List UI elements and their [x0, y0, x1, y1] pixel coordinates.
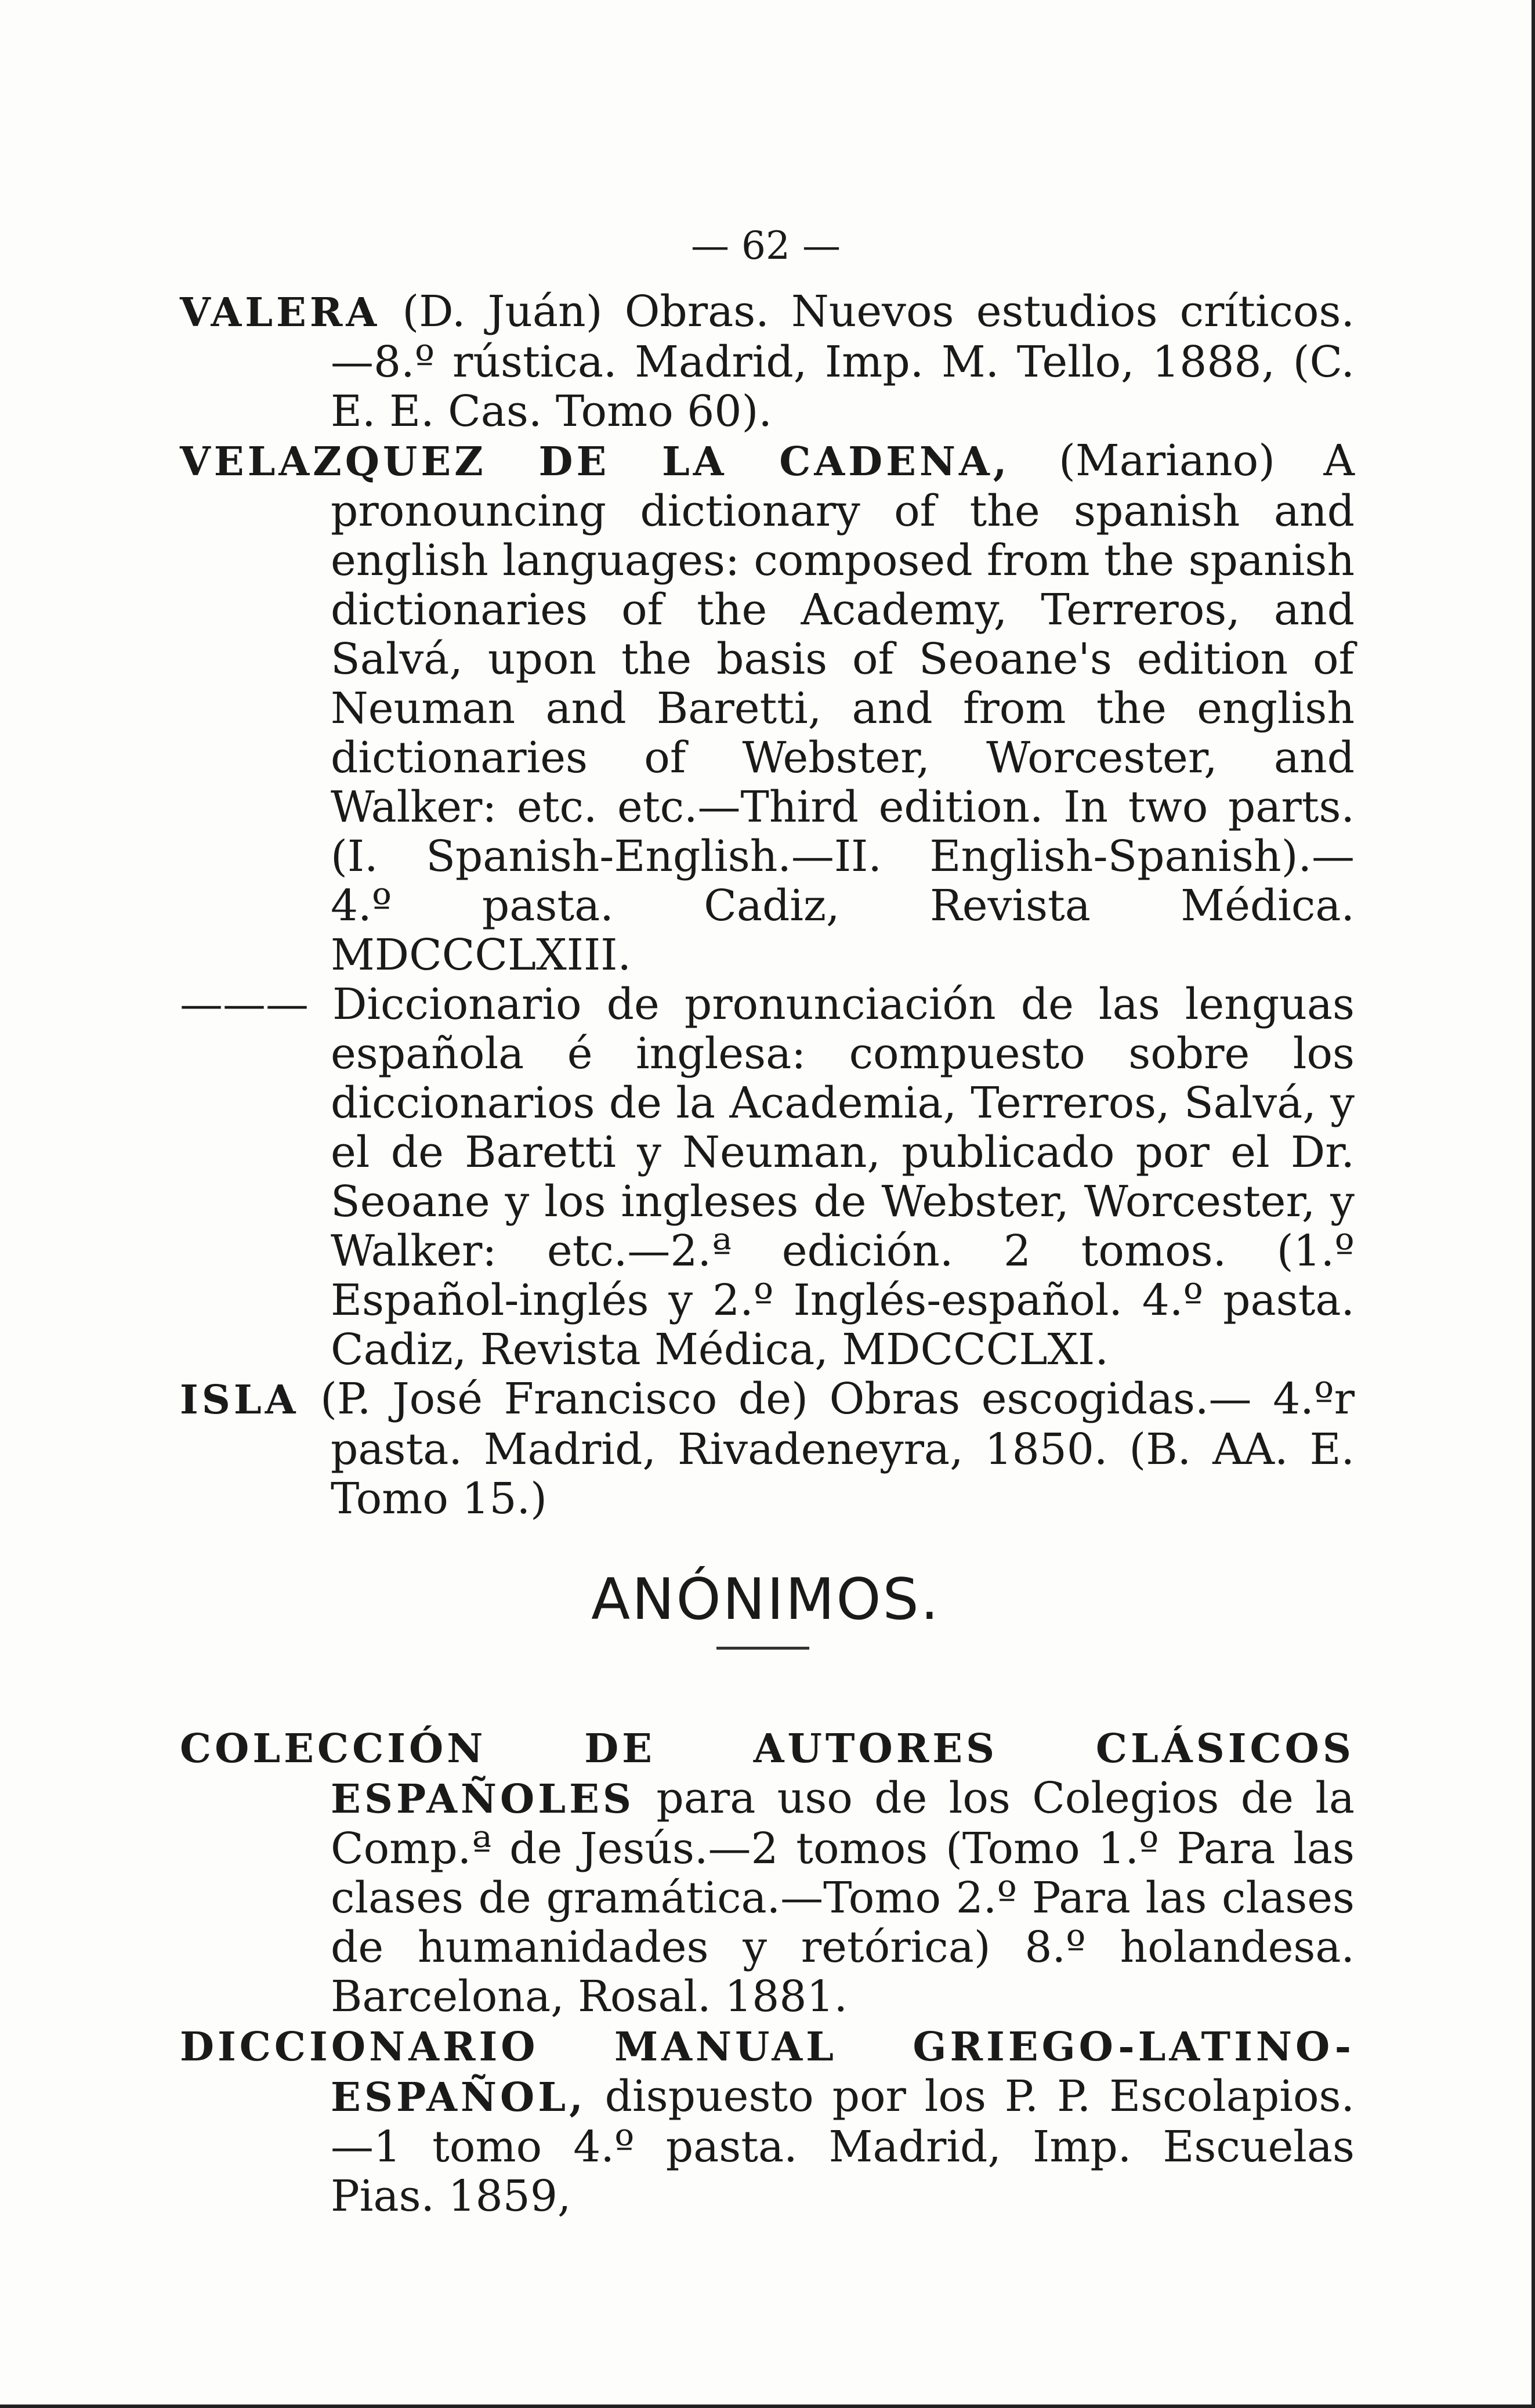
entry-head: DICCIONARIO MANUAL GRIEGO-LATINO-ESPAÑOL, [180, 2024, 1355, 2121]
entry-head: ISLA [180, 1377, 299, 1423]
entries-authors [180, 287, 1355, 1524]
entry-head: COLECCIÓN DE AUTORES CLÁSICOS ESPAÑOLES [180, 1726, 1355, 1823]
entry-text: (Mariano) A pronouncing dictionary of the spanish and english languages: composed from the spanish dictionaries of the Academy, Terreros, and Salvá, upon the basis of Seoane's edition of Neuman and Baretti, and from the english dictionaries of Webster, Worcester, and Walker: etc. etc.—Third edition. In two parts. (I. Spanish-English.—II. English-Spanish).— 4.º pasta. Cadiz, Revista Médica. MDCCCLXIII. [331, 436, 1355, 980]
entry-text: para uso de los Colegios de la Comp.ª de Jesús.—2 tomos (Tomo 1.º Para las clases de gramática.—Tomo 2.º Para las clases de humanidades y retórica) 8.º holandesa. Barcelona, Rosal. 1881. [331, 1773, 1355, 2022]
entry-text: (P. José Francisco de) Obras escogidas.— 4.ºr pasta. Madrid, Rivadeneyra, 1850. (B. AA. E. Tomo 15.) [320, 1374, 1355, 1524]
entry-text: dispuesto por los P. P. Escolapios.—1 tomo 4.º pasta. Madrid, Imp. Escuelas Pias. 1859, [331, 2071, 1355, 2221]
entry-diccionario-pronunciacion [180, 980, 1355, 1375]
entries-anonymous [180, 1723, 1355, 2221]
entry-isla [180, 1375, 1355, 1524]
section-divider [716, 1647, 809, 1650]
entry-valera [180, 287, 1355, 436]
entry-head: VELAZQUEZ DE LA CADENA, [180, 439, 1011, 485]
ditto-dash: ——— [180, 979, 309, 1029]
entry-velazquez [180, 436, 1355, 980]
page-number: — 62 — [691, 223, 841, 268]
entry-text: Diccionario de pronunciación de las lenguas española é inglesa: compuesto sobre los diccionarios de la Academia, Terreros, Salvá, y el de Baretti y Neuman, publicado por el Dr. Seoane y los ingleses de Webster, Worcester, y Walker: etc.—2.ª edición. 2 tomos. (1.º Español-inglés y 2.º Inglés-español. 4.º pasta. Cadiz, Revista Médica, MDCCCLXI. [331, 979, 1355, 1375]
section-title: ANÓNIMOS. [591, 1567, 940, 1633]
entry-coleccion [180, 1723, 1355, 2022]
entry-head: VALERA [180, 290, 381, 336]
entry-diccionario-griego [180, 2022, 1355, 2221]
entry-text: (D. Juán) Obras. Nuevos estudios críticos. —8.º rústica. Madrid, Imp. M. Tello, 1888, (C. E. E. Cas. Tomo 60). [331, 287, 1355, 436]
